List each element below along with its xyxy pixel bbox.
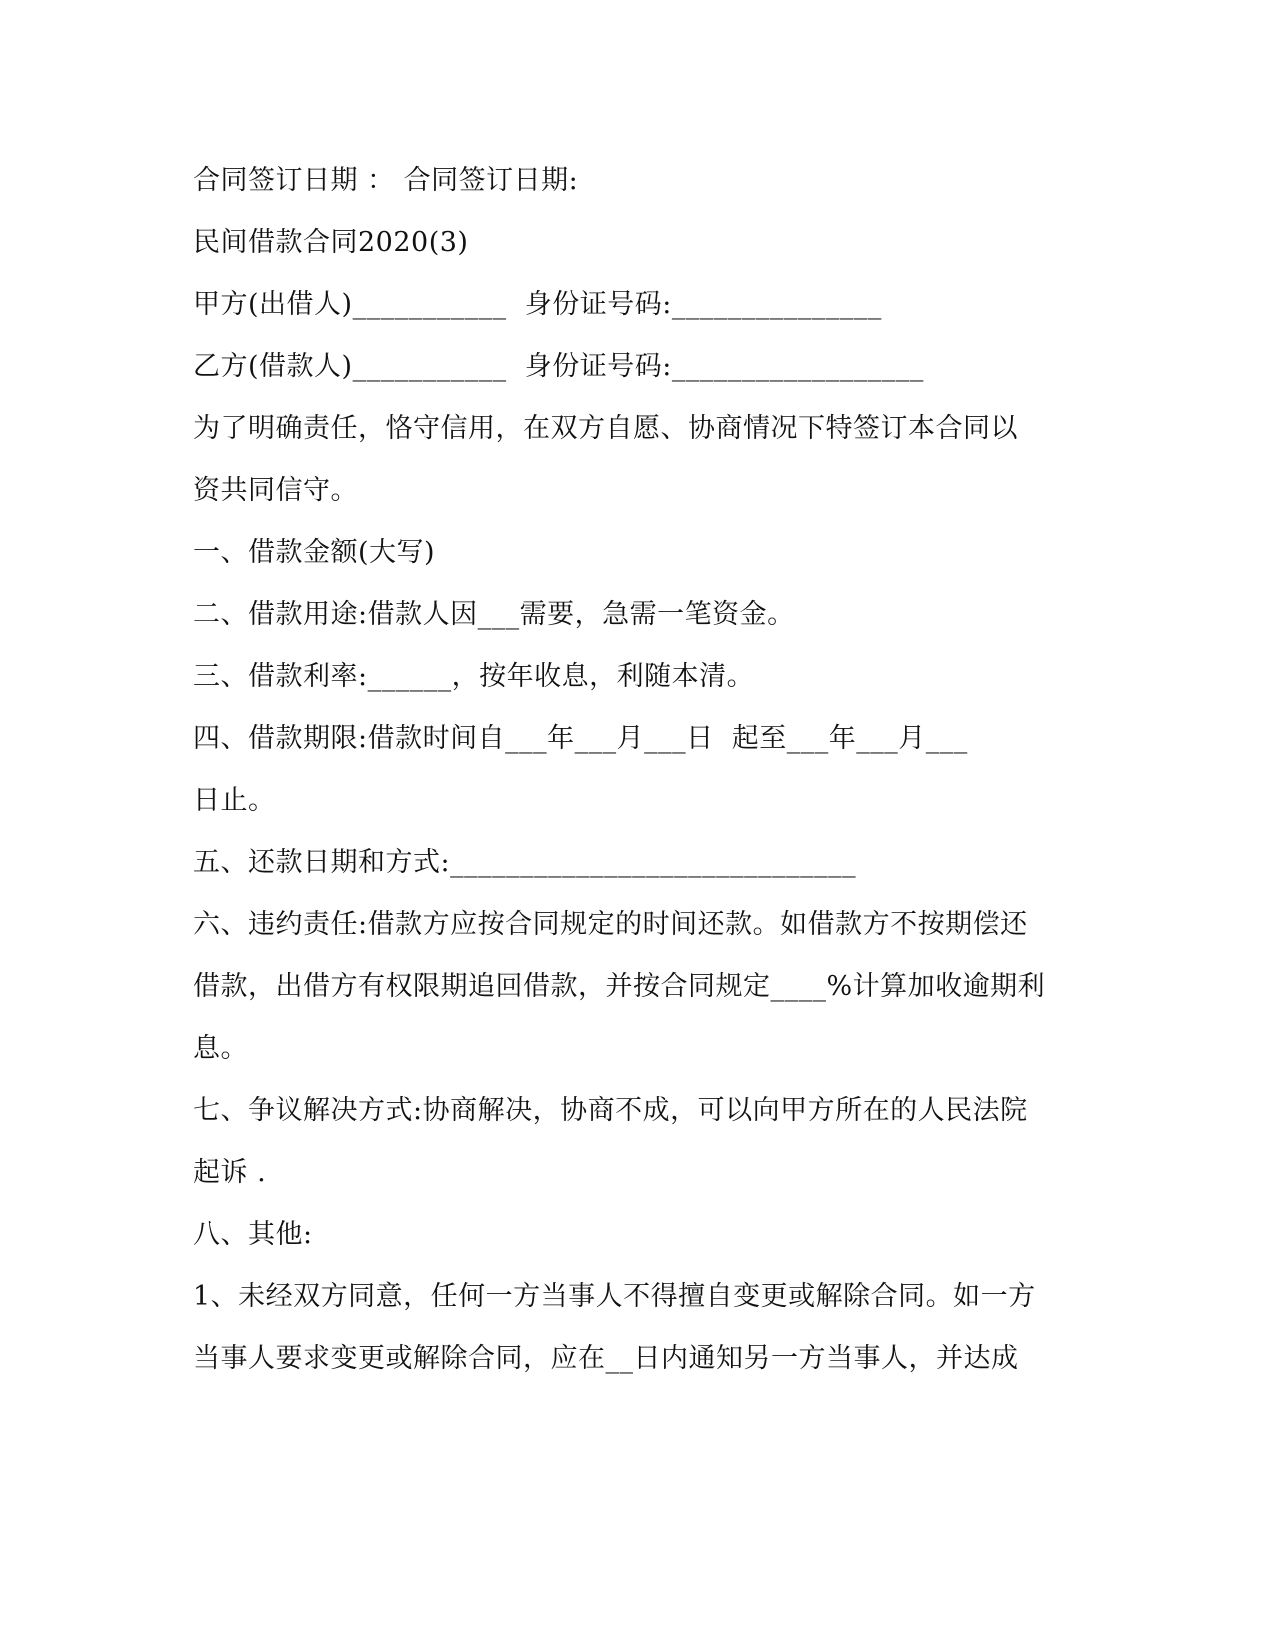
clause-5-repayment: 五、还款日期和方式:_____________________________ <box>193 847 857 878</box>
clause-8-item-1-line-2: 当事人要求变更或解除合同，应在__日内通知另一方当事人，并达成 <box>193 1343 1019 1374</box>
clause-6-liability-line-3: 息。 <box>193 1033 248 1064</box>
contract-title: 民间借款合同2020(3) <box>193 227 469 258</box>
clause-2-purpose: 二、借款用途:借款人因___需要，急需一笔资金。 <box>193 599 795 630</box>
clause-4-term-line-1: 四、借款期限:借款时间自___年___月___日 起至___年___月___ <box>193 723 968 754</box>
clause-8-item-1-line-1: 1、未经双方同意，任何一方当事人不得擅自变更或解除合同。如一方 <box>193 1281 1036 1312</box>
party-a-line: 甲方(出借人)___________ 身份证号码:_______________ <box>193 289 882 320</box>
clause-7-dispute-line-1: 七、争议解决方式:协商解决，协商不成，可以向甲方所在的人民法院 <box>193 1095 1028 1126</box>
contract-date-line: 合同签订日期 ： 合同签订日期: <box>193 165 579 196</box>
clause-6-liability-line-2: 借款，出借方有权限期追回借款，并按合同规定____%计算加收逾期利 <box>193 971 1046 1002</box>
preamble-line-1: 为了明确责任，恪守信用，在双方自愿、协商情况下特签订本合同以 <box>193 413 1018 444</box>
clause-6-liability-line-1: 六、违约责任:借款方应按合同规定的时间还款。如借款方不按期偿还 <box>193 909 1028 940</box>
clause-1-amount: 一、借款金额(大写) <box>193 537 436 568</box>
clause-3-interest: 三、借款利率:______，按年收息，利随本清。 <box>193 661 755 692</box>
clause-7-dispute-line-2: 起诉 . <box>193 1157 267 1188</box>
preamble-line-2: 资共同信守。 <box>193 475 358 506</box>
clause-8-other: 八、其他: <box>193 1219 313 1250</box>
party-b-line: 乙方(借款人)___________ 身份证号码:__________________ <box>193 351 924 382</box>
clause-4-term-line-2: 日止。 <box>193 785 276 816</box>
